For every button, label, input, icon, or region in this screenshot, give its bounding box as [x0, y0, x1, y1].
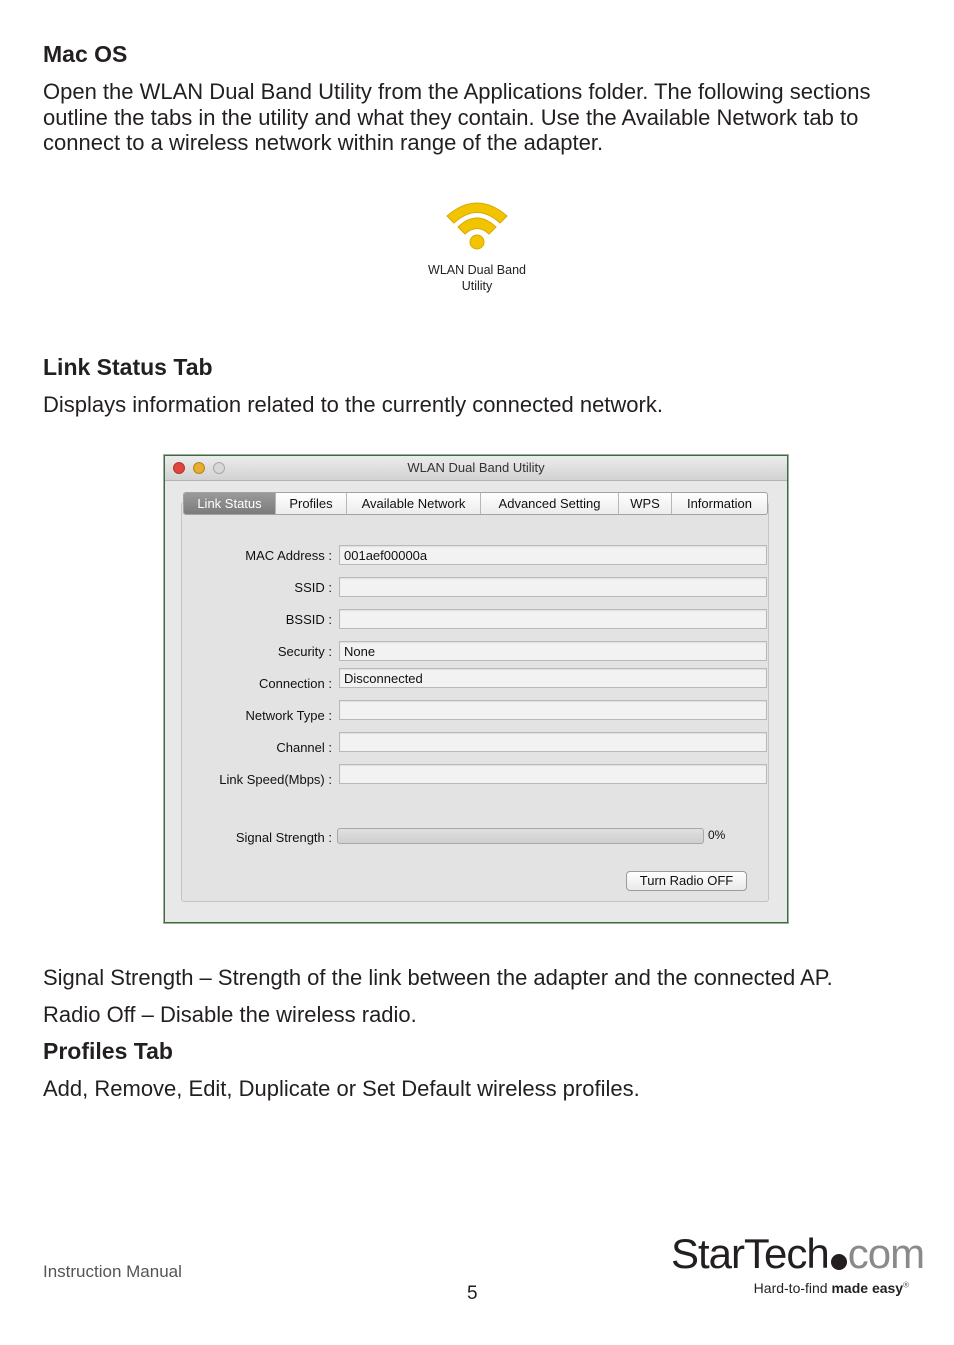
- logo-com-text: com: [847, 1230, 925, 1277]
- app-icon-label-line2: Utility: [461, 279, 493, 293]
- tab-advanced-setting[interactable]: Advanced Setting: [481, 493, 619, 514]
- tab-profiles[interactable]: Profiles: [276, 493, 347, 514]
- tab-available-network[interactable]: Available Network: [347, 493, 481, 514]
- profiles-paragraph: Add, Remove, Edit, Duplicate or Set Default wireless profiles.: [43, 1076, 640, 1101]
- utility-window: [164, 455, 788, 923]
- window-title: WLAN Dual Band Utility: [407, 460, 545, 475]
- app-icon-wlan-utility[interactable]: [420, 196, 534, 302]
- tab-information[interactable]: Information: [686, 496, 753, 511]
- signal-strength-percent: 0%: [708, 828, 726, 842]
- security-field[interactable]: None: [339, 641, 767, 661]
- link-speed-label: Link Speed(Mbps) :: [219, 772, 332, 787]
- registered-mark: ®: [903, 1280, 909, 1290]
- radio-off-description: Radio Off – Disable the wireless radio.: [43, 1002, 417, 1027]
- section-heading-macos: Mac OS: [43, 41, 128, 67]
- macos-paragraph: Open the WLAN Dual Band Utility from the Applications folder. The following sections outline the tabs in the utility and what they contain. Use the Available Network tab to connect to a wireless network within range of the adapter.: [43, 79, 871, 155]
- page-number: 5: [467, 1283, 478, 1304]
- signal-strength-description: Signal Strength – Strength of the link between the adapter and the connected AP.: [43, 965, 833, 990]
- mac-address-label: MAC Address :: [245, 548, 332, 563]
- signal-strength-bar: [337, 828, 704, 844]
- wifi-icon: [442, 196, 512, 252]
- channel-field[interactable]: [339, 732, 767, 752]
- ssid-field[interactable]: [339, 577, 767, 597]
- logo-tagline-start: Hard-to-find: [753, 1280, 832, 1296]
- tab-bar: [183, 492, 768, 515]
- network-type-field[interactable]: [339, 700, 767, 720]
- link-status-panel: [181, 502, 769, 902]
- tab-wps[interactable]: WPS: [619, 493, 672, 514]
- logo-dot-icon: [831, 1254, 847, 1270]
- connection-field[interactable]: Disconnected: [339, 668, 767, 688]
- footer-manual-label: Instruction Manual: [43, 1262, 182, 1281]
- app-icon-label-line1: WLAN Dual Band: [428, 263, 526, 277]
- channel-label: Channel :: [276, 740, 332, 755]
- network-type-label: Network Type :: [245, 708, 332, 723]
- connection-label: Connection :: [259, 676, 332, 691]
- link-status-paragraph: Displays information related to the currently connected network.: [43, 392, 663, 417]
- tab-link-status[interactable]: Link Status: [184, 493, 276, 514]
- bssid-label: BSSID :: [285, 612, 332, 627]
- logo-star-text: StarTech: [671, 1230, 829, 1277]
- logo-tagline-bold: made easy: [831, 1280, 904, 1296]
- section-heading-link-status: Link Status Tab: [43, 354, 213, 380]
- window-titlebar[interactable]: [165, 456, 787, 481]
- turn-radio-off-button[interactable]: Turn Radio OFF: [626, 871, 747, 891]
- section-heading-profiles: Profiles Tab: [43, 1038, 173, 1064]
- signal-strength-label: Signal Strength :: [235, 830, 332, 845]
- link-speed-field[interactable]: [339, 764, 767, 784]
- security-label: Security :: [277, 644, 332, 659]
- ssid-label: SSID :: [294, 580, 332, 595]
- startech-logo: [671, 1230, 925, 1302]
- bssid-field[interactable]: [339, 609, 767, 629]
- mac-address-field[interactable]: 001aef00000a: [339, 545, 767, 565]
